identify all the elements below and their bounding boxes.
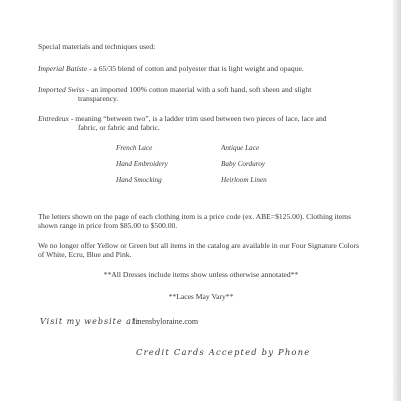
technique-item: French Lace [116, 144, 153, 152]
website-label: Visit my website at: [40, 317, 140, 326]
technique-item: Hand Embroidery [116, 160, 168, 168]
technique-item: Heirloom Linen [221, 176, 267, 184]
definition-term: Entredeux [38, 114, 69, 123]
techniques-list [116, 144, 316, 192]
dresses-note: **All Dresses include items show unless otherwise annotated** [103, 270, 299, 279]
website-link[interactable]: linensbyloraine.com [133, 317, 199, 326]
definition-term: Imperial Batiste [38, 64, 88, 73]
definition-entredeux [38, 114, 364, 133]
definition-text: - meaning “between two”, is a ladder trim used between two pieces of lace, lace and [68, 114, 327, 123]
technique-item: Hand Smocking [116, 176, 162, 184]
definition-term: Imported Swiss [38, 85, 85, 94]
colors-note: We no longer offer Yellow or Green but all items in the catalog are available in our Four Signature Colors of White, Ecru, Blue and Pink. [38, 241, 360, 260]
definition-imported-swiss [38, 85, 364, 104]
materials-heading: Special materials and techniques used: [38, 42, 156, 51]
definition-imperial-batiste [38, 64, 364, 73]
techniques-row [116, 176, 316, 192]
technique-item: Antique Lace [221, 144, 260, 152]
techniques-row [116, 144, 316, 160]
definition-text: - an imported 100% cotton material with a soft hand, soft sheen and slight [84, 85, 312, 94]
technique-item: Baby Corduroy [221, 160, 265, 168]
definition-text: - a 65/35 blend of cotton and polyester that is light weight and opaque. [87, 64, 304, 73]
techniques-row [116, 160, 316, 176]
laces-note: **Laces May Vary** [168, 292, 234, 301]
definition-continuation: fabric, or fabric and fabric. [78, 123, 160, 133]
page-edge-shadow [393, 0, 401, 401]
price-note: The letters shown on the page of each clothing item is a price code (ex. ABE=$125.00). Clothing items shown range in price from $85.00 to $500.00. [38, 212, 352, 231]
credit-cards-note: Credit Cards Accepted by Phone [136, 347, 311, 357]
definition-continuation: transparency. [78, 94, 119, 104]
